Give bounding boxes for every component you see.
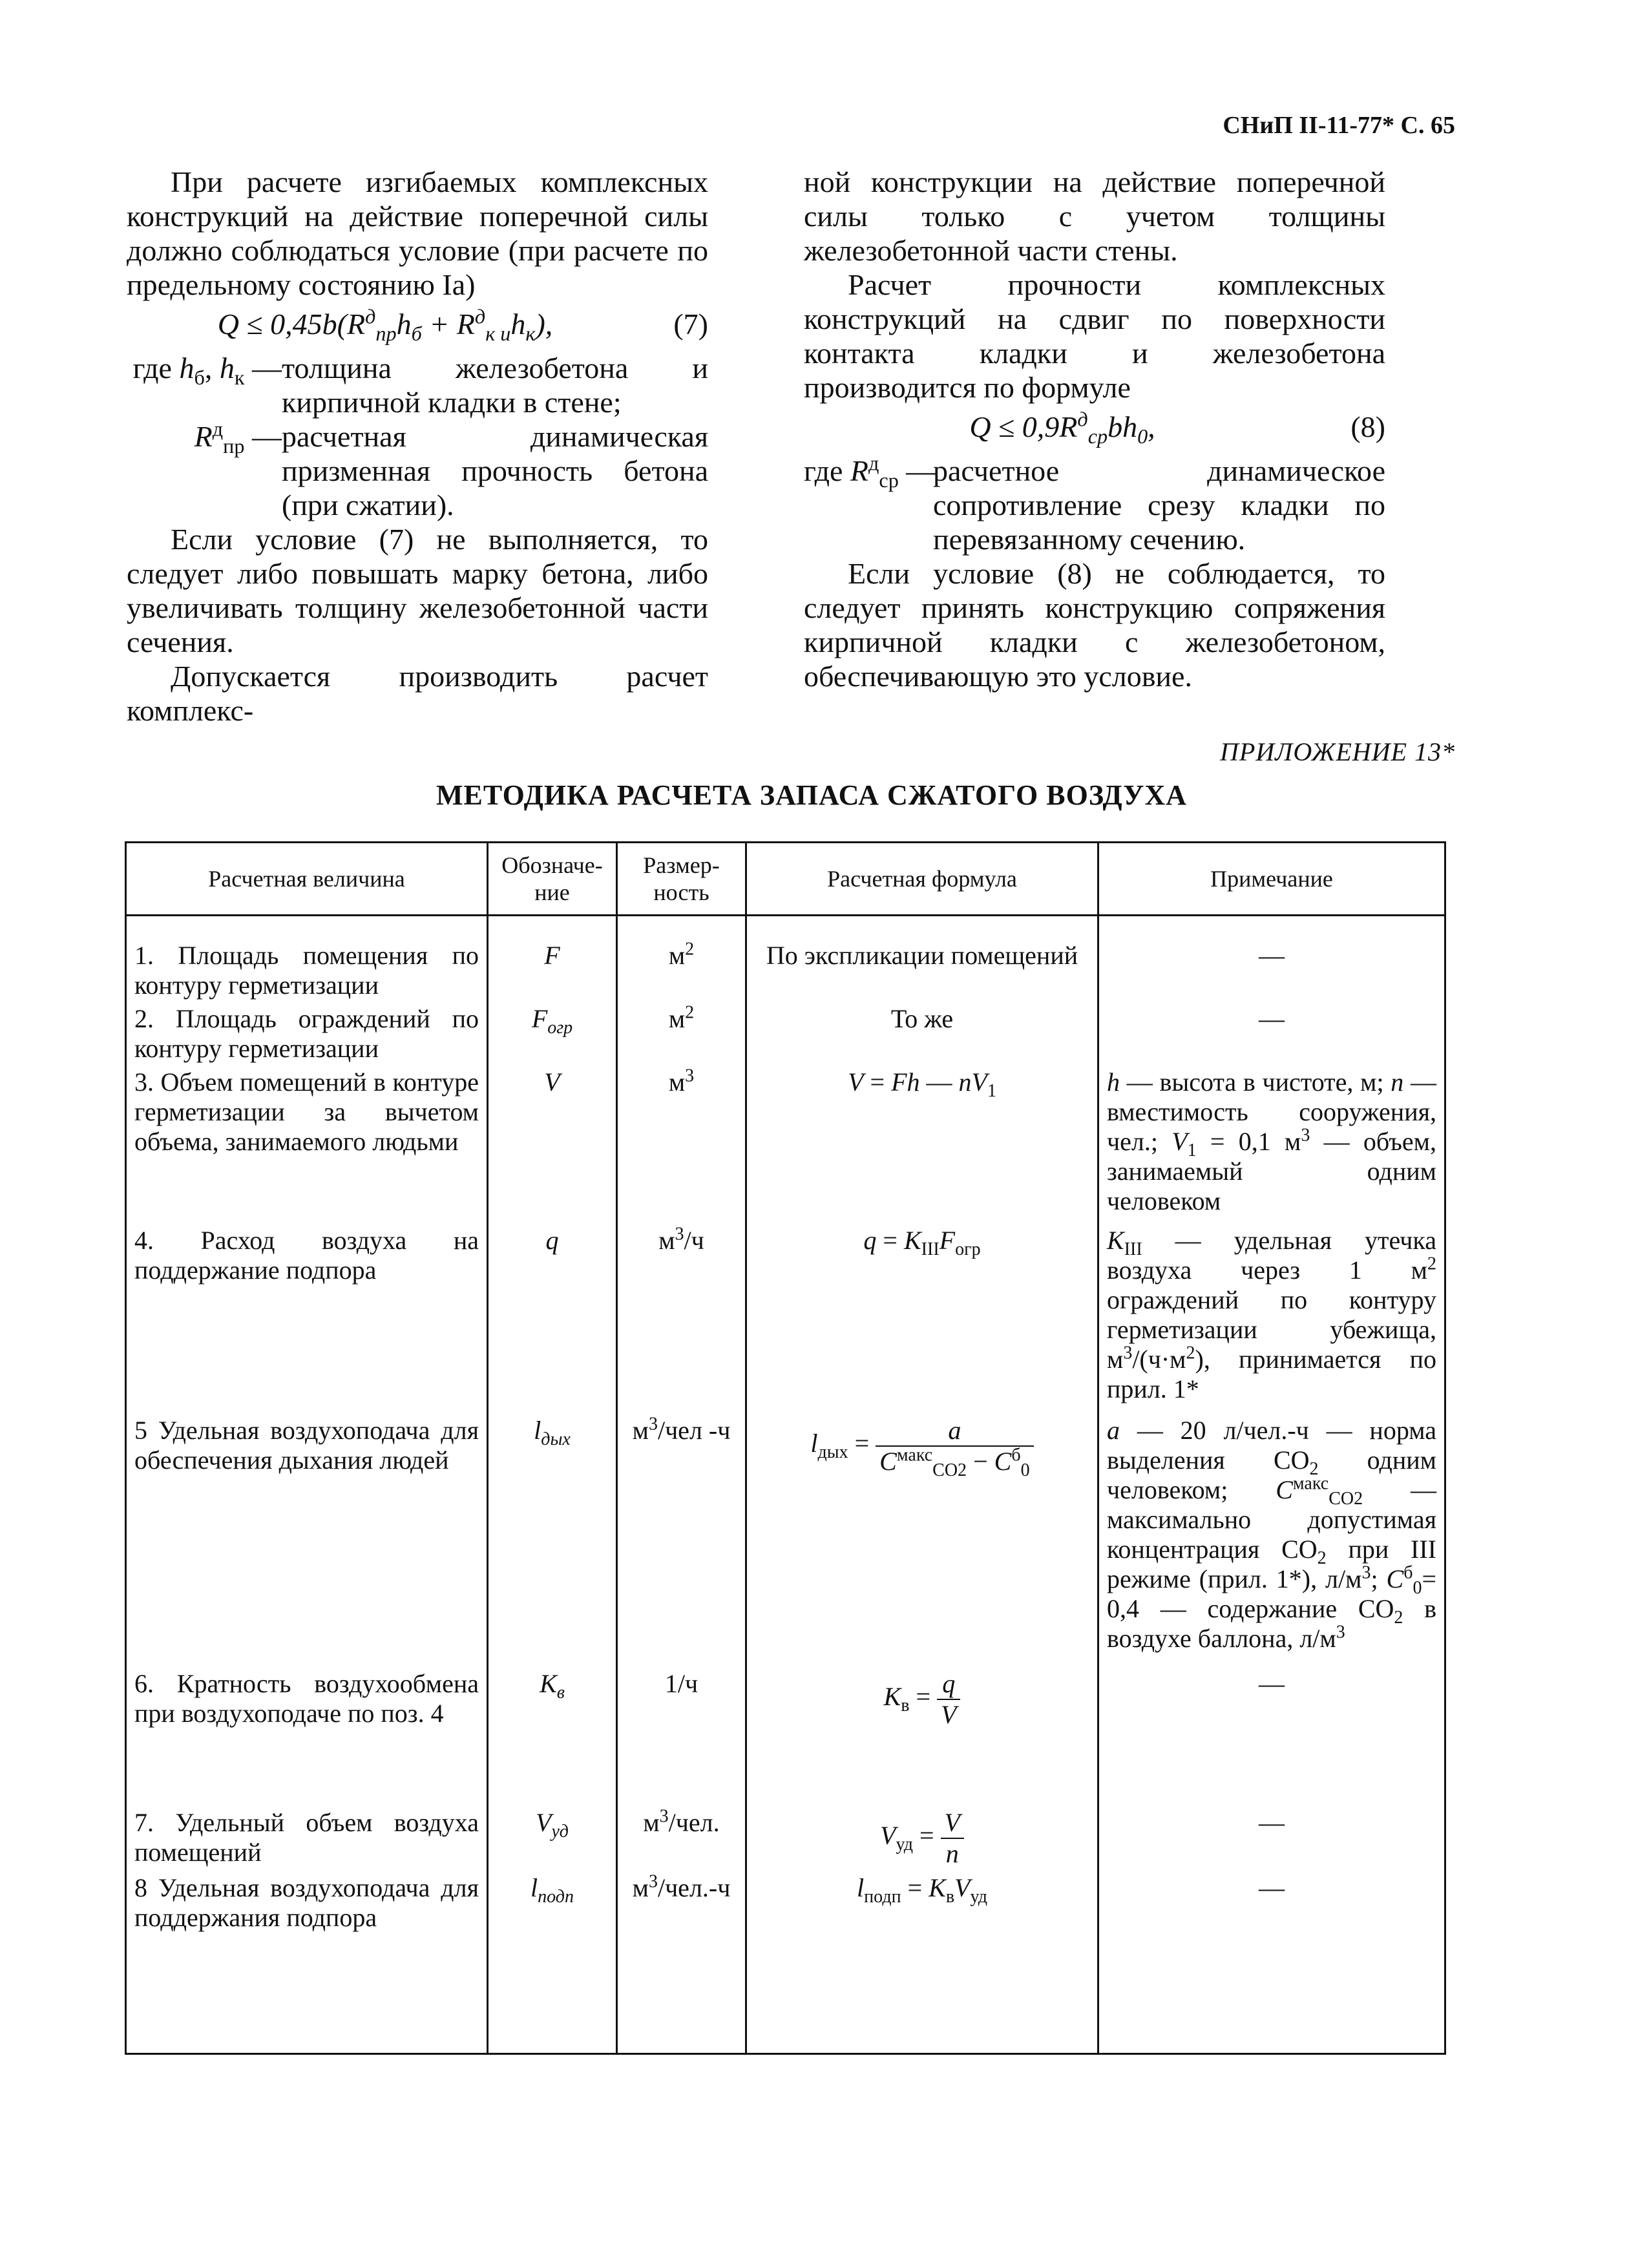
cell-name: 6. Кратность воздухообмена при воздухоподаче по поз. 4 [126,1669,488,1808]
paragraph: Допускается производить расчет комплекс- [127,660,708,727]
appendix-label: ПРИЛОЖЕНИЕ 13* [1220,737,1455,766]
table-row [126,1067,1445,1226]
cell-formula: $K_в$ = $\frac{q}{V}$ [746,1669,1098,1808]
fraction: $\frac{q}{V}$ [937,1669,960,1730]
cell-symbol: $l_{дых}$ [488,1416,617,1669]
formula-number: (7) [673,308,708,341]
cell-symbol: $V_{уд}$ [488,1808,617,1873]
cell-name: 3. Объем помещений в контуре герметизации за вычетом объема, занимаемого людьми [126,1067,488,1226]
formula-7 [127,304,708,346]
table-spacer [126,916,1445,941]
cell-unit: $м^3$/чел. [617,1808,746,1873]
cell-unit: $м^2$ [617,1004,746,1067]
column-header: Размер- ность [617,843,746,916]
table-row [126,1004,1445,1067]
definition-text: расчетная динамическая призменная прочность бетона (при сжатии). [282,420,708,521]
table-row [126,1873,1445,2054]
cell-symbol: V [488,1067,617,1226]
cell-unit: 1/ч [617,1669,746,1808]
cell-note: a — 20 л/чел.-ч — норма выделения $CO_2$ одним человеком; $C^{макс}_{CO2}$ — максимально допустимая концентрация $CO_2$ при III режиме (прил. 1*), $л/м^3$; $C^б_0= 0,4$ — содержание $CO_2$ в воздухе баллона, $л/м^3$ [1098,1416,1445,1669]
column-header: Обозначе- ние [488,843,617,916]
cell-unit: $м^3/чел.-ч$ [617,1873,746,2054]
cell-name: 7. Удельный объем воздуха помещений [126,1808,488,1873]
calculation-table [125,841,1446,2055]
table-row [126,1808,1445,1873]
paragraph: При расчете изгибаемых комплексных конструкций на действие поперечной силы должно соблюдаться условие (при расчете по предельному состоянию Iа) [127,165,708,301]
cell-note: — [1098,1808,1445,1873]
fraction: $\frac{a}{C^{макс}_{CO2} - C^б_0}$ [876,1416,1033,1476]
cell-note: — [1098,1873,1445,2054]
table-row [126,1416,1445,1669]
cell-name: 1. Площадь помещения по контуру герметизации [126,941,488,1004]
formula-text: $Q \le 0,9R^д_{ср}bh_0$, [969,407,1155,448]
table-row [126,1226,1445,1416]
cell-formula: $V_{уд}$ = $\frac{V}{n}$ [746,1808,1098,1873]
cell-symbol: $K_в$ [488,1669,617,1808]
definition-symbol: $R^д_{пр}$ — [194,417,282,458]
fraction: $\frac{V}{n}$ [941,1808,964,1869]
definition-text: расчетное динамическое сопротивление срезу кладки по перевязанному сечению. [933,454,1385,556]
cell-formula: V = Fh — $nV_1$ [746,1067,1098,1226]
cell-name: 5 Удельная воздухоподача для обеспечения дыхания людей [126,1416,488,1669]
column-header: Примечание [1098,843,1445,916]
cell-symbol: F [488,941,617,1004]
table-row [126,1669,1445,1808]
cell-name: 2. Площадь ограждений по контуру герметизации [126,1004,488,1067]
definition [804,451,1385,556]
definition-symbol: где $h_б$, $h_к$ — [132,352,282,390]
paragraph: ной конструкции на действие поперечной силы только с учетом толщины железобетонной части стены. [804,165,1385,267]
cell-symbol: q [488,1226,617,1416]
cell-formula: $l_{дых}$ = $\frac{a}{C^{макс}_{CO2} - C^б_0}$ [746,1416,1098,1669]
cell-name: 4. Расход воздуха на поддержание подпора [126,1226,488,1416]
paragraph: Если условие (8) не соблюдается, то следует принять конструкцию сопряжения кирпичной кладки с железобетоном, обеспечивающую это условие. [804,557,1385,693]
cell-note: — [1098,1004,1445,1067]
right-column [804,165,1385,693]
paragraph: Если условие (7) не выполняется, то следует либо повышать марку бетона, либо увеличивать толщину железобетонной части сечения. [127,523,708,658]
cell-unit: $м^3$ [617,1067,746,1226]
cell-symbol: $F_{огр}$ [488,1004,617,1067]
formula-text: $Q \le 0,45b(R^д_{пр}h_б + R^д_{к и}h_к)$, [217,304,553,346]
cell-symbol: $l_{подп}$ [488,1873,617,2054]
cell-formula: То же [746,1004,1098,1067]
cell-note: — [1098,1669,1445,1808]
column-header: Расчетная величина [126,843,488,916]
running-header: СНиП II-11-77* С. 65 [1223,112,1455,139]
table-row [126,941,1445,1004]
table-title: МЕТОДИКА РАСЧЕТА ЗАПАСА СЖАТОГО ВОЗДУХА [436,779,1188,811]
cell-unit: $м^2$ [617,941,746,1004]
cell-name: 8 Удельная воздухоподача для поддержания подпора [126,1873,488,2054]
definition-text: толщина железобетона и кирпичной кладки в стене; [282,352,708,419]
cell-formula: $l_{подп} = K_вV_{уд}$ [746,1873,1098,2054]
cell-unit: $м^3/ч$ [617,1226,746,1416]
cell-formula: $q = K_{III}F_{огр}$ [746,1226,1098,1416]
paragraph: Расчет прочности комплексных конструкций на сдвиг по поверхности контакта кладки и железобетона производится по формуле [804,268,1385,404]
formula-number: (8) [1350,410,1385,443]
formula-8 [804,407,1385,448]
definition [127,419,708,522]
cell-note: $K_{III}$ — удельная утечка воздуха через 1 $м^2$ ограждений по контуру герметизации убежища, $м^3/(ч\cdot м^2)$, принимается по прил. 1* [1098,1226,1445,1416]
cell-unit: $м^3$/чел -ч [617,1416,746,1669]
left-column [127,165,708,728]
cell-note: — [1098,941,1445,1004]
table-header-row [126,843,1445,916]
definition-symbol: где $R^д_{ср}$ — [804,451,936,492]
column-header: Расчетная формула [746,843,1098,916]
cell-formula: По экспликации помещений [746,941,1098,1004]
cell-note: h — высота в чистоте, м; n — вместимость сооружения, чел.; $V_1 = 0,1$ $м^3$ — объем, занимаемый одним человеком [1098,1067,1445,1226]
definition [127,351,708,419]
